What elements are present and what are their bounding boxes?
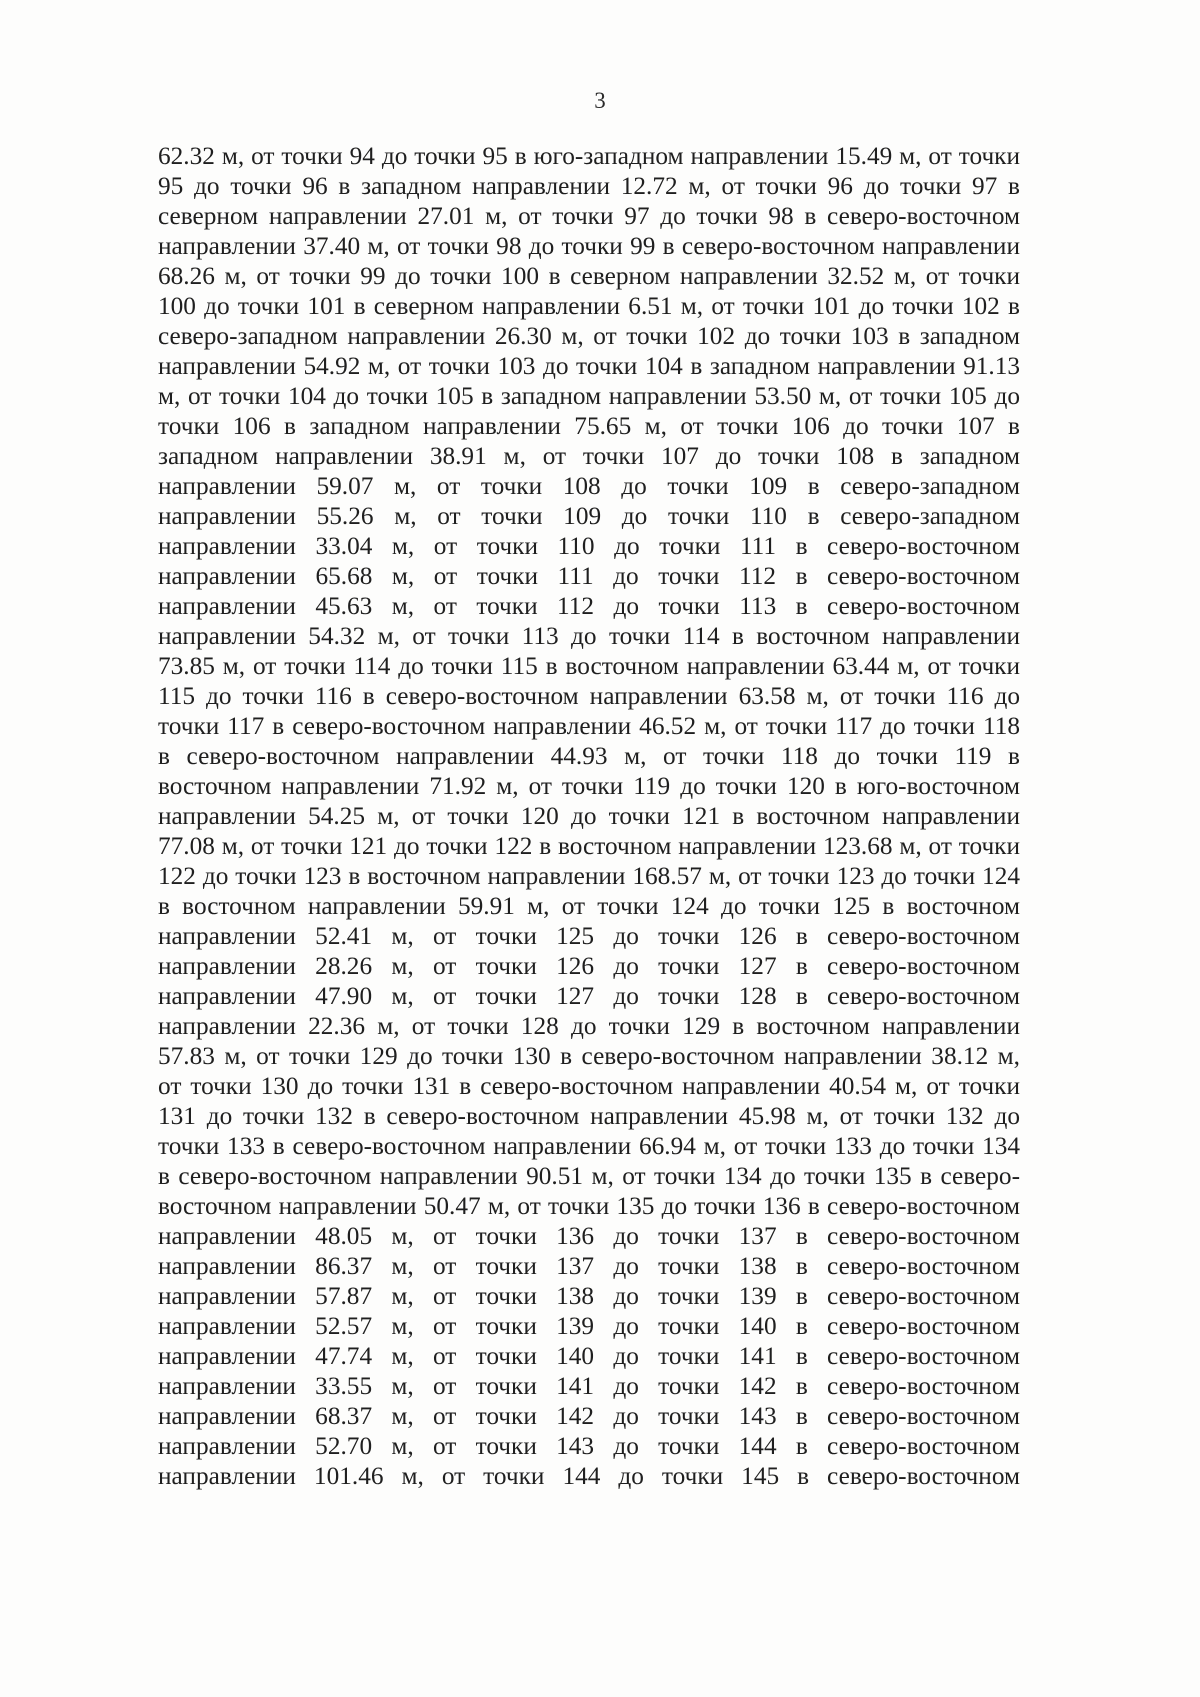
text-line: 122 до точки 123 в восточном направлении 168.57 м, от точки 123 до точки 124 — [158, 862, 1020, 890]
text-line: северо-западном направлении 26.30 м, от точки 102 до точки 103 в западном — [158, 322, 1020, 350]
text-line: направлении 55.26 м, от точки 109 до точки 110 в северо-западном — [158, 502, 1020, 530]
text-line: 115 до точки 116 в северо-восточном направлении 63.58 м, от точки 116 до — [158, 682, 1020, 710]
page-number: 3 — [594, 88, 606, 113]
text-line: м, от точки 104 до точки 105 в западном направлении 53.50 м, от точки 105 до — [158, 382, 1020, 410]
text-line: 95 до точки 96 в западном направлении 12.72 м, от точки 96 до точки 97 в — [158, 172, 1020, 200]
text-line: 68.26 м, от точки 99 до точки 100 в северном направлении 32.52 м, от точки — [158, 262, 1020, 290]
text-line: 73.85 м, от точки 114 до точки 115 в восточном направлении 63.44 м, от точки — [158, 652, 1020, 680]
text-line: направлении 65.68 м, от точки 111 до точки 112 в северо-восточном — [158, 562, 1020, 590]
text-line: направлении 86.37 м, от точки 137 до точки 138 в северо-восточном — [158, 1252, 1020, 1280]
body-text — [158, 141, 1020, 1491]
text-line: направлении 54.32 м, от точки 113 до точки 114 в восточном направлении — [158, 622, 1020, 650]
text-line: направлении 54.25 м, от точки 120 до точки 121 в восточном направлении — [158, 802, 1020, 830]
text-line: 100 до точки 101 в северном направлении 6.51 м, от точки 101 до точки 102 в — [158, 292, 1020, 320]
text-line: в северо-восточном направлении 44.93 м, от точки 118 до точки 119 в — [158, 742, 1020, 770]
text-line: направлении 28.26 м, от точки 126 до точки 127 в северо-восточном — [158, 952, 1020, 980]
text-line: западном направлении 38.91 м, от точки 107 до точки 108 в западном — [158, 442, 1020, 470]
text-line: от точки 130 до точки 131 в северо-восточном направлении 40.54 м, от точки — [158, 1072, 1020, 1100]
text-line: точки 106 в западном направлении 75.65 м, от точки 106 до точки 107 в — [158, 412, 1020, 440]
text-line: направлении 33.04 м, от точки 110 до точки 111 в северо-восточном — [158, 532, 1020, 560]
text-line: восточном направлении 50.47 м, от точки 135 до точки 136 в северо-восточном — [158, 1192, 1020, 1220]
text-line: направлении 68.37 м, от точки 142 до точки 143 в северо-восточном — [158, 1402, 1020, 1430]
text-line: северном направлении 27.01 м, от точки 97 до точки 98 в северо-восточном — [158, 202, 1020, 230]
text-line: направлении 48.05 м, от точки 136 до точки 137 в северо-восточном — [158, 1222, 1020, 1250]
text-line: направлении 52.41 м, от точки 125 до точки 126 в северо-восточном — [158, 922, 1020, 950]
text-line: направлении 47.74 м, от точки 140 до точки 141 в северо-восточном — [158, 1342, 1020, 1370]
text-line: направлении 54.92 м, от точки 103 до точки 104 в западном направлении 91.13 — [158, 352, 1020, 380]
text-line: направлении 37.40 м, от точки 98 до точки 99 в северо-восточном направлении — [158, 232, 1020, 260]
text-line: 57.83 м, от точки 129 до точки 130 в северо-восточном направлении 38.12 м, — [158, 1042, 1020, 1070]
text-line: направлении 52.57 м, от точки 139 до точки 140 в северо-восточном — [158, 1312, 1020, 1340]
text-line: направлении 59.07 м, от точки 108 до точки 109 в северо-западном — [158, 472, 1020, 500]
text-line: 131 до точки 132 в северо-восточном направлении 45.98 м, от точки 132 до — [158, 1102, 1020, 1130]
text-line: направлении 33.55 м, от точки 141 до точки 142 в северо-восточном — [158, 1372, 1020, 1400]
text-line: направлении 52.70 м, от точки 143 до точки 144 в северо-восточном — [158, 1432, 1020, 1460]
text-line: 62.32 м, от точки 94 до точки 95 в юго-западном направлении 15.49 м, от точки — [158, 142, 1020, 170]
text-line: 77.08 м, от точки 121 до точки 122 в восточном направлении 123.68 м, от точки — [158, 832, 1020, 860]
text-line: направлении 45.63 м, от точки 112 до точки 113 в северо-восточном — [158, 592, 1020, 620]
text-line: направлении 47.90 м, от точки 127 до точки 128 в северо-восточном — [158, 982, 1020, 1010]
text-line: направлении 22.36 м, от точки 128 до точки 129 в восточном направлении — [158, 1012, 1020, 1040]
text-line: точки 133 в северо-восточном направлении 66.94 м, от точки 133 до точки 134 — [158, 1132, 1020, 1160]
text-line: направлении 101.46 м, от точки 144 до точки 145 в северо-восточном — [158, 1462, 1020, 1490]
text-line: восточном направлении 71.92 м, от точки 119 до точки 120 в юго-восточном — [158, 772, 1020, 800]
text-line: в северо-восточном направлении 90.51 м, от точки 134 до точки 135 в северо- — [158, 1162, 1020, 1190]
text-line: точки 117 в северо-восточном направлении 46.52 м, от точки 117 до точки 118 — [158, 712, 1020, 740]
text-line: в восточном направлении 59.91 м, от точки 124 до точки 125 в восточном — [158, 892, 1020, 920]
text-line: направлении 57.87 м, от точки 138 до точки 139 в северо-восточном — [158, 1282, 1020, 1310]
